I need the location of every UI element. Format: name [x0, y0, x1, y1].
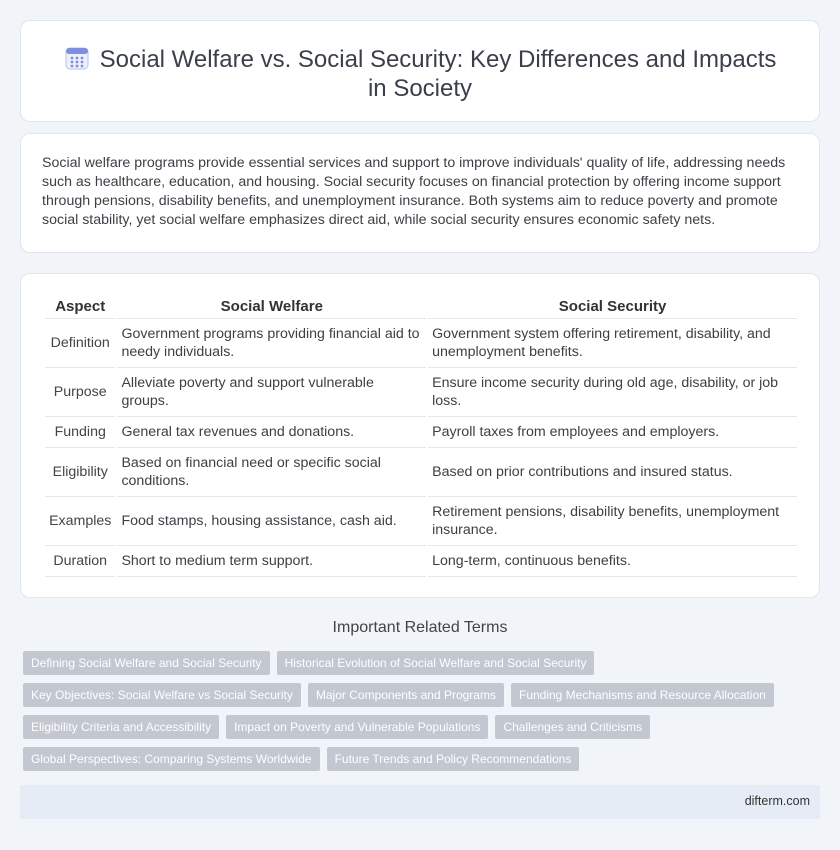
aspect-cell: Funding [45, 417, 115, 448]
security-cell: Payroll taxes from employees and employers. [428, 417, 797, 448]
related-tag[interactable]: Future Trends and Policy Recommendations [327, 747, 580, 771]
footer [20, 785, 820, 819]
page-title-text: Social Welfare vs. Social Security: Key Differences and Impacts in Society [99, 46, 777, 102]
related-tag[interactable]: Eligibility Criteria and Accessibility [23, 715, 219, 739]
aspect-cell: Definition [45, 319, 115, 368]
title-card [20, 20, 820, 122]
related-tag[interactable]: Historical Evolution of Social Welfare and Social Security [277, 651, 595, 675]
table-row [45, 319, 797, 368]
welfare-cell: Government programs providing financial aid to needy individuals. [117, 319, 426, 368]
security-cell: Government system offering retirement, disability, and unemployment benefits. [428, 319, 797, 368]
related-tag[interactable]: Challenges and Criticisms [495, 715, 650, 739]
related-tag[interactable]: Defining Social Welfare and Social Security [23, 651, 270, 675]
aspect-cell: Eligibility [45, 448, 115, 497]
aspect-cell: Examples [45, 497, 115, 546]
tag-row [23, 651, 601, 675]
tag-row [23, 683, 781, 707]
table-header-row [45, 294, 797, 319]
security-cell: Ensure income security during old age, disability, or job loss. [428, 368, 797, 417]
security-cell: Retirement pensions, disability benefits, unemployment insurance. [428, 497, 797, 546]
table-row [45, 417, 797, 448]
title-wrap [51, 45, 789, 103]
footer-site-link[interactable]: difterm.com [744, 794, 810, 808]
comparison-card [20, 273, 820, 598]
comparison-table [43, 294, 799, 577]
welfare-cell: General tax revenues and donations. [117, 417, 426, 448]
related-tag[interactable]: Major Components and Programs [308, 683, 504, 707]
intro-card [20, 133, 820, 253]
related-tag[interactable]: Global Perspectives: Comparing Systems Worldwide [23, 747, 320, 771]
related-terms-heading: Important Related Terms [332, 619, 508, 636]
header-social-welfare: Social Welfare [117, 294, 426, 319]
welfare-cell: Based on financial need or specific social conditions. [117, 448, 426, 497]
table-row [45, 448, 797, 497]
aspect-cell: Purpose [45, 368, 115, 417]
table-row [45, 368, 797, 417]
welfare-cell: Alleviate poverty and support vulnerable groups. [117, 368, 426, 417]
tag-row [23, 747, 586, 771]
header-social-security: Social Security [428, 294, 797, 319]
table-row [45, 497, 797, 546]
table-row [45, 546, 797, 577]
tag-row [23, 715, 657, 739]
related-tag[interactable]: Funding Mechanisms and Resource Allocation [511, 683, 774, 707]
header-aspect: Aspect [45, 294, 115, 319]
security-cell: Long-term, continuous benefits. [428, 546, 797, 577]
intro-paragraph: Social welfare programs provide essential services and support to improve individuals' quality of life, addressing needs such as healthcare, education, and housing. Social security focuses on financial protection by offering income support through pensions, disability benefits, and unemployment insurance. Both systems aim to reduce poverty and promote social stability, yet social welfare emphasizes direct aid, while social security ensures economic safety nets. [42, 155, 786, 228]
related-tag[interactable]: Key Objectives: Social Welfare vs Social Security [23, 683, 301, 707]
welfare-cell: Short to medium term support. [117, 546, 426, 577]
aspect-cell: Duration [45, 546, 115, 577]
related-tag[interactable]: Impact on Poverty and Vulnerable Populations [226, 715, 488, 739]
calendar-icon [64, 45, 90, 71]
security-cell: Based on prior contributions and insured status. [428, 448, 797, 497]
page-title [51, 45, 789, 103]
welfare-cell: Food stamps, housing assistance, cash aid. [117, 497, 426, 546]
